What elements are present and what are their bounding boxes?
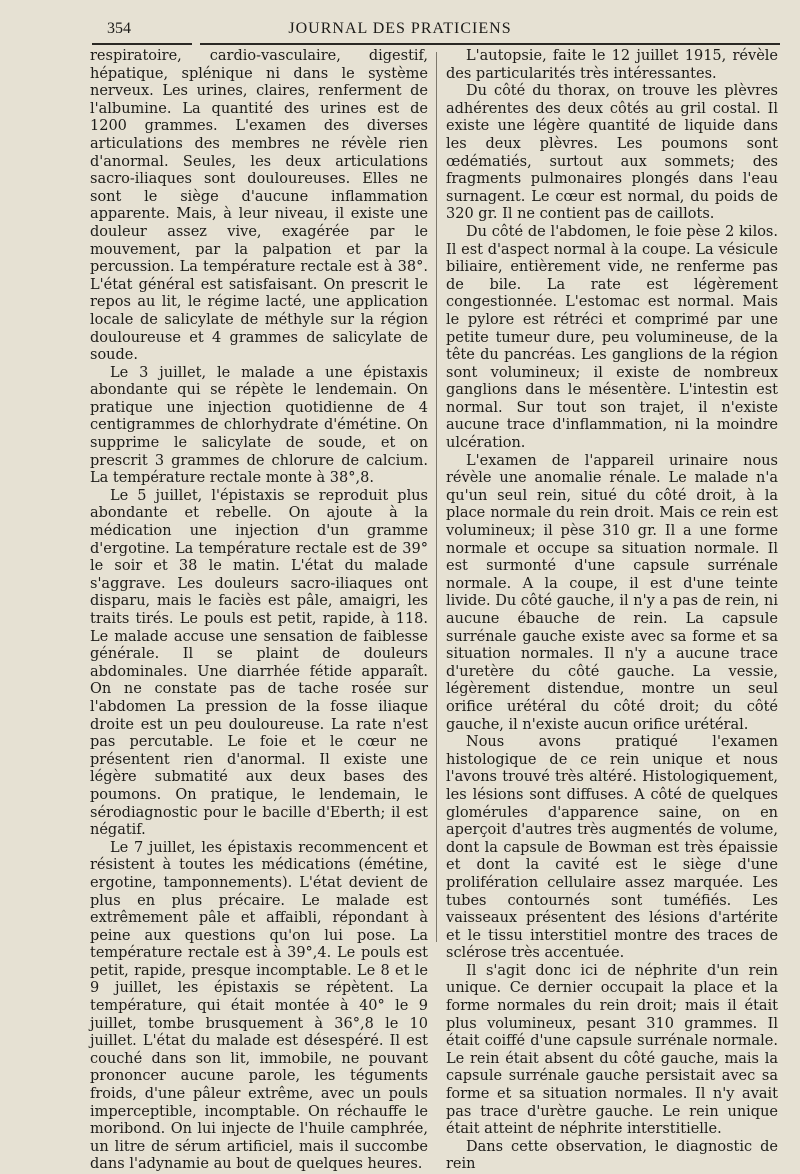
paragraph: respiratoire, cardio-vasculaire, digestif, hépatique, splénique ni dans le système nerveux. Les urines, claires, renferment de l'albumine. La quantité des urines est de 1200 grammes. L'examen des diverses articulations des membres ne révèle rien d'anormal. Seules, les deux articulations sacro-iliaques sont douloureuses. Elles ne sont le siège d'aucune inflammation apparente. Mais, à leur niveau, il existe une douleur assez vive, exagérée par le mouvement, par la palpation et par la percussion. La température rectale est à 38°. L'état général est satisfaisant. On prescrit le repos au lit, le régime lacté, une application locale de salicylate de méthyle sur la région douloureuse et 4 grammes de salicylate de soude. — [90, 48, 428, 364]
paragraph: Le 7 juillet, les épistaxis recommencent et résistent à toutes les médications (émétine, ergotine, tamponnements). L'état devient de plus en plus précaire. Le malade est extrêmement pâle et affaibli, répondant à peine aux questions qu'on lui pose. La température rectale est à 39°,4. Le pouls est petit, rapide, presque incomptable. Le 8 et le 9 juillet, les épistaxis se répètent. La température, qui était montée à 40° le 9 juillet, tombe brusquement à 36°,8 le 10 juillet. L'état du malade est désespéré. Il est couché dans son lit, immobile, ne pouvant prononcer aucune parole, les téguments froids, d'une pâleur extrême, avec un pouls imperceptible, incomptable. On réchauffe le moribond. On lui injecte de l'huile camphrée, un litre de sérum artificiel, mais il succombe dans l'adynamie au bout de quelques heures. — [90, 839, 428, 1173]
header-rule-right — [200, 43, 780, 45]
paragraph: Le 5 juillet, l'épistaxis se reproduit plus abondante et rebelle. On ajoute à la médication une injection d'un gramme d'ergotine. La température rectale est de 39° le soir et 38 le matin. L'état du malade s'aggrave. Les douleurs sacro-iliaques ont disparu, mais le faciès est pâle, amaigri, les traits tirés. Le pouls est petit, rapide, à 118. Le malade accuse une sensation de faiblesse générale. Il se plaint de douleurs abdominales. Une diarrhée fétide apparaît. On ne constate pas de tache rosée sur l'abdomen La pression de la fosse iliaque droite est un peu douloureuse. La rate n'est pas percutable. Le foie et le cœur ne présentent rien d'anormal. Il existe une légère submatité aux deux bases des poumons. On pratique, le lendemain, le sérodiagnostic pour le bacille d'Eberth; il est négatif. — [90, 487, 428, 839]
paragraph: Il s'agit donc ici de néphrite d'un rein unique. Ce dernier occupait la place et la forme normales du rein droit; mais il était plus volumineux, pesant 310 grammes. Il était coiffé d'une capsule surrénale normale. Le rein était absent du côté gauche, mais la capsule surrénale gauche persistait avec sa forme et sa situation normales. Il n'y avait pas trace d'urètre gauche. Le rein unique était atteint de néphrite interstitielle. — [446, 962, 778, 1138]
paragraph: Dans cette observation, le diagnostic de rein — [446, 1138, 778, 1173]
paragraph: Du côté du thorax, on trouve les plèvres adhérentes des deux côtés au gril costal. Il existe une légère quantité de liquide dans les deux plèvres. Les poumons sont œdématiés, surtout aux sommets; des fragments pulmonaires plongés dans l'eau surnagent. Le cœur est normal, du poids de 320 gr. Il ne contient pas de caillots. — [446, 83, 778, 223]
page-number: 354 — [107, 20, 131, 37]
column-divider — [436, 52, 437, 942]
paragraph: L'autopsie, faite le 12 juillet 1915, révèle des particularités très intéressantes. — [446, 48, 778, 82]
paragraph: Nous avons pratiqué l'examen histologique de ce rein unique et nous l'avons trouvé très altéré. Histologiquement, les lésions sont diffuses. A côté de quelques glomérules d'apparence saine, on en aperçoit d'autres très augmentés de volume, dont la capsule de Bowman est très épaissie et dont la cavité est le siège d'une prolifération cellulaire assez marquée. Les tubes contournés sont tuméfiés. Les vaisseaux présentent des lésions d'artérite et le tissu interstitiel montre des traces de sclérose très accentuée. — [446, 734, 778, 962]
paragraph: L'examen de l'appareil urinaire nous révèle une anomalie rénale. Le malade n'a qu'un seul rein, situé du côté droit, à la place normale du rein droit. Mais ce rein est volumineux; il pèse 310 gr. Il a une forme normale et occupe sa situation normale. Il est surmonté d'une capsule surrénale normale. A la coupe, il est d'une teinte livide. Du côté gauche, il n'y a pas de rein, ni aucune ébauche de rein. La capsule surrénale gauche existe avec sa forme et sa situation normales. Il n'y a aucune trace d'uretère du côté gauche. La vessie, légèrement distendue, montre un seul orifice urétéral du côté droit; du côté gauche, il n'existe aucun orifice urétéral. — [446, 452, 778, 733]
running-title: JOURNAL DES PRATICIENS — [288, 20, 512, 37]
paragraph: Le 3 juillet, le malade a une épistaxis abondante qui se répète le lendemain. On pratique une injection quotidienne de 4 centigrammes de chlorhydrate d'émétine. On supprime le salicylate de soude, et on prescrit 3 grammes de chlorure de calcium. La température rectale monte à 38°,8. — [90, 364, 428, 487]
header-rule-left — [92, 43, 192, 45]
paragraph: Du côté de l'abdomen, le foie pèse 2 kilos. Il est d'aspect normal à la coupe. La vésicule biliaire, entièrement vide, ne renferme pas de bile. La rate est légèrement congestionnée. L'estomac est normal. Mais le pylore est rétréci et comprimé par une petite tumeur dure, peu volumineuse, de la tête du pancréas. Les ganglions de la région sont volumineux; il existe de nombreux ganglions dans le mésentère. L'intestin est normal. Sur tout son trajet, il n'existe aucune trace d'inflammation, ni la moindre ulcération. — [446, 223, 778, 452]
page-header — [0, 14, 800, 44]
left-column — [90, 48, 428, 1174]
right-column — [446, 48, 778, 1174]
